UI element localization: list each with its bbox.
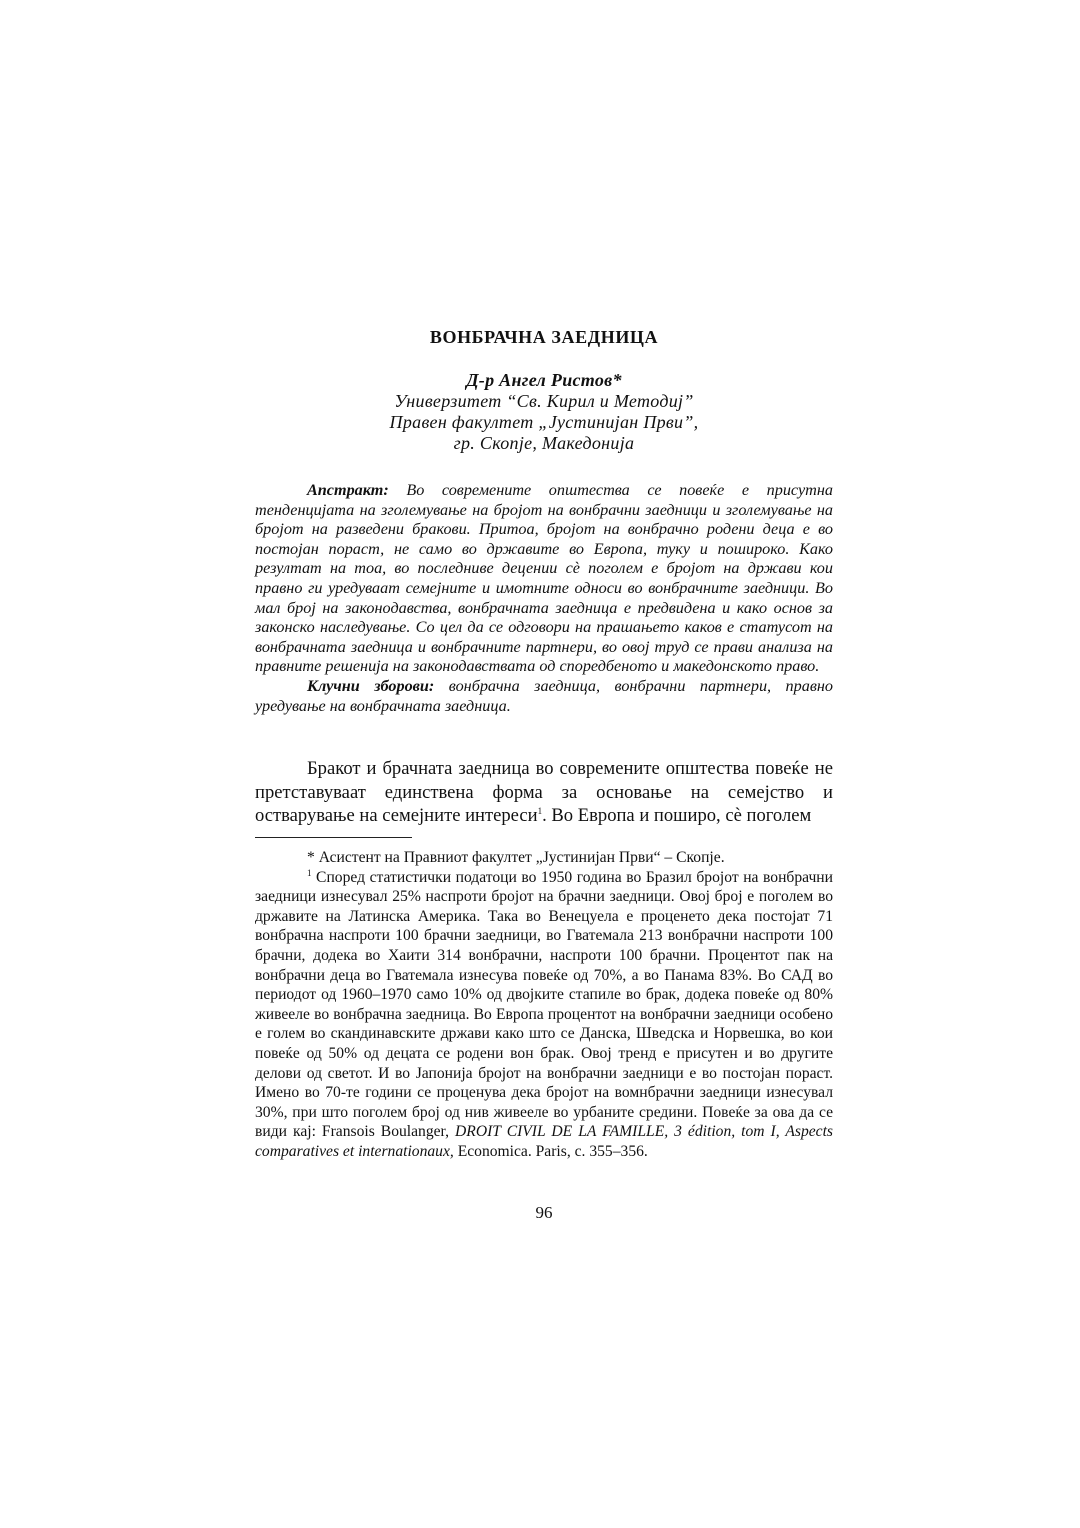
body-paragraph-start: Бракот и брачната заедница во современите општества повеќе не претставуваат единствена форма за основање на семејство и остварување на семејните интереси	[255, 758, 833, 826]
footnote-divider	[255, 837, 412, 838]
footnote-ref-1: 1	[537, 805, 543, 816]
body-paragraph	[255, 757, 833, 828]
footnote-author: * Асистент на Правниот факултет „Јустинијан Први“ – Скопје.	[307, 849, 725, 866]
footnote-1-citation-title: DROIT CIVIL DE LA FAMILLE, 3 édition, tom I, Aspects comparatives et internationaux,	[255, 1123, 834, 1160]
author-affiliation-university: Универзитет “Св. Кирил и Методиј”	[394, 391, 694, 411]
footnotes	[255, 848, 833, 1162]
keywords-text: вонбрачна заедница, вонбрачни партнери, правно уредување на вонбрачната заедница.	[255, 676, 833, 715]
document-page	[255, 0, 833, 1528]
footnote-1-number: 1	[307, 867, 312, 878]
page-number: 96	[535, 1203, 553, 1222]
author-affiliation-city: гр. Скопје, Македонија	[453, 433, 635, 453]
footnote-1-citation-end: Economica. Paris, с. 355–356.	[453, 1142, 648, 1160]
body-paragraph-end: . Во Европа и поширо, сѐ поголем	[542, 805, 812, 826]
footnote-1-text: Според статистички податоци во 1950 година во Бразил бројот на вонбрачни заедници изнесувал 25% наспроти бројот на брачни заедници. Овој број е поголем во државите на Латинска Америка. Така во Венецуела е проценето дека постојат 71 вонбрачна наспроти 100 брачни заедници, во Гватемала 213 вонбрачни наспроти 100 брачни, додека во Хаити 314 вонбрачни, наспроти 100 брачни. Процентот пак на вонбрачни деца во Гватемала изнесува повеќе од 70%, а во Панама 83%. Во САД во периодот од 1960–1970 само 10% од двојките стапиле во брак, додека повеќе од 80% живееле во вонбрачна заедница. Во Европа процентот на вонбрачни заедници особено е голем во скандинавските држави како што се Данска, Шведска и Норвешка, во кои повеќе од 50% од децата се родени вон брак. Овој тренд е присутен и во другите делови од светот. И во Јапонија бројот на вонбрачни заедници е во постојан пораст. Имено во 70-те години се проценува дека бројот на вомнбрачни заедници изнесувал 30%, при што поголем број од нив живееле во урбаните средини. Повеќе за ова да се види кај: Fransois Boulanger,	[255, 868, 833, 1141]
author-name: Д-р Ангел Ристов*	[466, 370, 622, 390]
keywords-label: Клучни зборови:	[307, 676, 435, 695]
body-text	[255, 757, 833, 828]
author-block	[255, 370, 833, 454]
author-affiliation-faculty: Правен факултет „Јустинијан Први”,	[389, 412, 699, 432]
article-title: ВОНБРАЧНА ЗАЕДНИЦА	[429, 327, 659, 347]
keywords-paragraph	[255, 677, 833, 716]
abstract-paragraph	[255, 481, 833, 677]
footnote-1	[255, 868, 833, 1162]
abstract-text: Во современите општества се повеќе е присутна тенденцијата на зголемување на бројот на вонбрачни заедници и зголемување на бројот на разведени бракови. Притоа, бројот на вонбрачно родени деца е во постојан пораст, не само во државите во Европа, туку и пошироко. Како резултат на тоа, во последниве децении сѐ поголем е бројот на држави кои правно ги уредуваат семејните и имотните односи во вонбрачните заедници. Во мал број на законодавства, вонбрачната заедница е предвидена и како основ за законско наследување. Со цел да се одговори на прашањето каков е статусот на вонбрачната заедница и вонбрачните партнери, во овој труд се прави анализа на правните решенија на законодавствата од споредбеното и македонското право.	[255, 481, 833, 676]
abstract	[255, 481, 833, 716]
abstract-label: Апстракт:	[307, 481, 389, 499]
